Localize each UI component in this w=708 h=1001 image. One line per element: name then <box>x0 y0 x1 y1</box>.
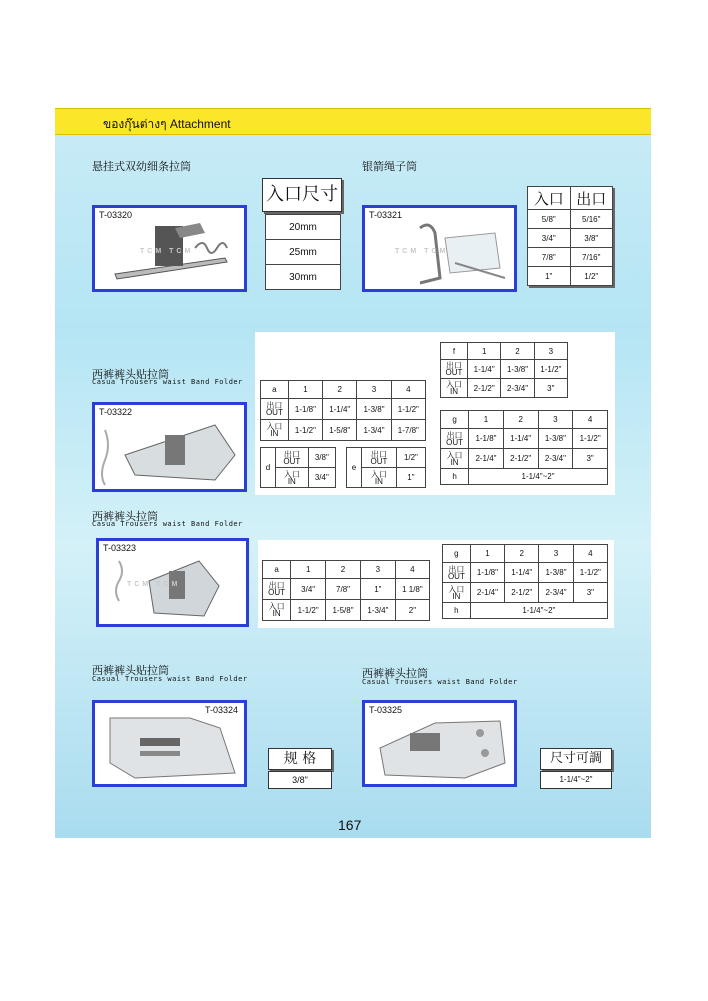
section-title: 西裤裤头贴拉筒 <box>92 369 169 381</box>
spec-table-a <box>262 560 430 621</box>
label-cn: 入口 <box>446 380 462 389</box>
table-cell: 1-1/2" <box>573 429 608 449</box>
table-cell: 3 <box>534 343 567 360</box>
label-en: IN <box>450 457 459 467</box>
product-photo <box>362 700 517 787</box>
table-cell: 1" <box>360 579 395 600</box>
label-cn: 出口 <box>370 449 387 459</box>
table-cell: 1-3/8" <box>501 360 534 379</box>
table-cell: h <box>443 603 471 619</box>
table-cell: 1-1/4" <box>503 429 538 449</box>
table-cell: 3/8" <box>570 229 613 248</box>
spec-table-e <box>346 447 426 488</box>
table-cell: 1-1/4"~2" <box>469 469 608 485</box>
product-code: T-03321 <box>369 210 403 220</box>
table-cell: 5/16" <box>570 210 613 229</box>
table-cell: 3 <box>538 411 573 429</box>
watermark: TCM TCM <box>127 581 181 588</box>
label-en: IN <box>450 387 458 396</box>
label-en: OUT <box>370 456 388 466</box>
label-cn: 入口 <box>268 602 285 611</box>
spec-label: 规 格 <box>268 748 332 770</box>
section-subtitle: Casua Trousers waist Band Folder <box>92 378 243 386</box>
table-cell: 1" <box>528 267 571 286</box>
in-header: 入口 <box>528 187 571 210</box>
table-cell: 1-3/4" <box>360 600 395 621</box>
label-cn: 入口 <box>266 422 283 431</box>
product-code: T-03325 <box>369 705 403 715</box>
label-cn: 入口 <box>448 584 465 594</box>
table-cell: f <box>441 343 468 360</box>
table-cell: 4 <box>573 545 607 563</box>
watermark: TCM TCM <box>140 248 194 255</box>
table-cell: 3" <box>573 449 608 469</box>
table-cell: 1 <box>469 411 504 429</box>
label-cn: 出口 <box>448 564 465 574</box>
table-cell: 2 <box>503 411 538 429</box>
table-cell: 1-1/2" <box>288 420 322 441</box>
table-cell: 4 <box>391 381 425 399</box>
in-label <box>261 420 289 441</box>
label-cn: 出口 <box>283 449 300 459</box>
attachment-image <box>365 703 515 785</box>
table-cell: 1-5/8" <box>326 600 361 621</box>
table-cell: 2-3/4" <box>501 379 534 398</box>
table-cell: 1-1/4"~2" <box>470 603 607 619</box>
table-cell: 3" <box>534 379 567 398</box>
size-cell: 25mm <box>266 240 341 265</box>
label-cn: 出口 <box>446 430 463 440</box>
size-table <box>265 214 341 290</box>
table-cell: 1-1/4" <box>468 360 501 379</box>
table-cell: 1-5/8" <box>323 420 357 441</box>
table-cell: 1 <box>288 381 322 399</box>
in-label <box>443 583 471 603</box>
out-label <box>443 563 471 583</box>
label-en: IN <box>374 476 383 486</box>
in-out-table <box>527 186 613 286</box>
table-cell: 1-3/8" <box>538 429 573 449</box>
table-cell: 4 <box>395 561 429 579</box>
product-photo <box>92 402 247 492</box>
spec-table-g <box>440 410 608 485</box>
table-cell: 2-1/2" <box>505 583 539 603</box>
table-cell: 3/8" <box>308 448 335 468</box>
label-cn: 出口 <box>446 361 462 370</box>
label-en: OUT <box>268 588 286 597</box>
section-subtitle: Casual Trousers waist Band Folder <box>92 675 248 683</box>
table-cell: 5/8" <box>528 210 571 229</box>
label-en: IN <box>452 591 461 601</box>
table-cell: 2" <box>395 600 429 621</box>
table-cell: 1-1/2" <box>534 360 567 379</box>
table-cell: 7/8" <box>528 248 571 267</box>
table-cell: g <box>441 411 469 429</box>
table-cell: 1-1/2" <box>573 563 607 583</box>
table-cell: 2-3/4" <box>538 449 573 469</box>
table-cell: d <box>261 448 276 488</box>
table-cell: h <box>441 469 469 485</box>
section-title: 西裤裤头贴拉筒 <box>92 665 169 677</box>
product-photo <box>362 205 517 292</box>
size-cell: 30mm <box>266 265 341 290</box>
table-cell: 2-1/4" <box>469 449 504 469</box>
table-cell: 4 <box>573 411 608 429</box>
spec-table-a <box>260 380 426 441</box>
label-en: OUT <box>283 456 301 466</box>
table-cell: 1-1/4" <box>505 563 539 583</box>
product-code: T-03322 <box>99 407 133 417</box>
product-code: T-03324 <box>205 705 239 715</box>
table-cell: 1-3/8" <box>357 399 391 420</box>
section-title: 悬挂式双幼细条拉筒 <box>92 161 191 173</box>
label-en: IN <box>287 476 296 486</box>
in-label <box>276 468 309 488</box>
banner-title: ของกุ๊นต่างๆ Attachment <box>103 117 231 131</box>
table-cell: 3/4" <box>308 468 335 488</box>
table-cell: 2 <box>501 343 534 360</box>
section-title: 西裤裤头拉筒 <box>362 668 428 680</box>
table-cell: 7/16" <box>570 248 613 267</box>
label-en: IN <box>270 429 279 438</box>
table-cell: 1 1/8" <box>395 579 429 600</box>
table-cell: 7/8" <box>326 579 361 600</box>
table-cell: 1 <box>470 545 504 563</box>
table-cell: 2 <box>505 545 539 563</box>
spec-table-d <box>260 447 336 488</box>
table-cell: 1-1/8" <box>288 399 322 420</box>
table-cell: a <box>261 381 289 399</box>
product-code: T-03320 <box>99 210 133 220</box>
table-cell: 1/2" <box>396 448 425 468</box>
table-cell: 1-1/4" <box>323 399 357 420</box>
in-label <box>263 600 291 621</box>
label-cn: 出口 <box>266 401 283 410</box>
out-label <box>261 399 289 420</box>
label-cn: 入口 <box>446 450 463 460</box>
out-label <box>276 448 309 468</box>
label-cn: 入口 <box>283 469 300 479</box>
label-en: OUT <box>446 437 463 447</box>
table-cell: a <box>263 561 291 579</box>
out-label <box>441 360 468 379</box>
section-title: 银箭绳子筒 <box>362 161 417 173</box>
table-cell: 2-1/2" <box>503 449 538 469</box>
table-cell: 2 <box>323 381 357 399</box>
page-number: 167 <box>338 817 362 833</box>
label-en: OUT <box>265 408 283 417</box>
spec-value: 1-1/4"~2" <box>540 771 612 789</box>
product-photo <box>96 538 249 627</box>
in-label <box>441 449 469 469</box>
size-cell: 20mm <box>266 215 341 240</box>
table-cell: 1-1/8" <box>470 563 504 583</box>
table-cell: 3 <box>539 545 573 563</box>
table-cell: 1-1/2" <box>291 600 326 621</box>
table-cell: 3 <box>360 561 395 579</box>
table-cell: 1-1/2" <box>391 399 425 420</box>
section-subtitle: Casual Trousers waist Band Folder <box>362 678 518 686</box>
attachment-image <box>95 703 245 785</box>
table-cell: 3/4" <box>291 579 326 600</box>
spec-value: 3/8" <box>268 771 332 789</box>
size-header: 入口尺寸 <box>262 178 342 212</box>
product-photo <box>92 205 247 292</box>
in-label <box>441 379 468 398</box>
table-cell: 2-1/4" <box>470 583 504 603</box>
section-title: 西裤裤头拉筒 <box>92 511 158 523</box>
label-en: OUT <box>447 571 465 581</box>
table-cell: 1-1/8" <box>469 429 504 449</box>
table-cell: g <box>443 545 471 563</box>
table-cell: 3 <box>357 381 391 399</box>
spec-table-g <box>442 544 608 619</box>
out-label <box>362 448 397 468</box>
product-code: T-03323 <box>103 543 137 553</box>
table-cell: 1-7/8" <box>391 420 425 441</box>
watermark: TCM TCM <box>395 248 449 255</box>
out-label <box>441 429 469 449</box>
table-cell: e <box>347 448 362 488</box>
out-label <box>263 579 291 600</box>
table-cell: 1/2" <box>570 267 613 286</box>
section-subtitle: Casua Trousers waist Band Folder <box>92 520 243 528</box>
table-cell: 1-3/8" <box>539 563 573 583</box>
label-en: OUT <box>445 368 463 377</box>
attachment-image <box>95 405 245 489</box>
spec-table-f <box>440 342 568 398</box>
out-header: 出口 <box>570 187 613 210</box>
header-banner <box>55 108 651 135</box>
label-cn: 入口 <box>370 469 387 479</box>
label-cn: 出口 <box>268 581 285 590</box>
spec-label: 尺寸可調 <box>540 748 612 770</box>
in-label <box>362 468 397 488</box>
table-cell: 1 <box>291 561 326 579</box>
table-cell: 1 <box>468 343 501 360</box>
label-en: IN <box>272 609 281 618</box>
table-cell: 1-3/4" <box>357 420 391 441</box>
table-cell: 3" <box>573 583 607 603</box>
table-cell: 3/4" <box>528 229 571 248</box>
table-cell: 2-1/2" <box>468 379 501 398</box>
table-cell: 2 <box>326 561 361 579</box>
table-cell: 2-3/4" <box>539 583 573 603</box>
product-photo <box>92 700 247 787</box>
table-cell: 1" <box>396 468 425 488</box>
